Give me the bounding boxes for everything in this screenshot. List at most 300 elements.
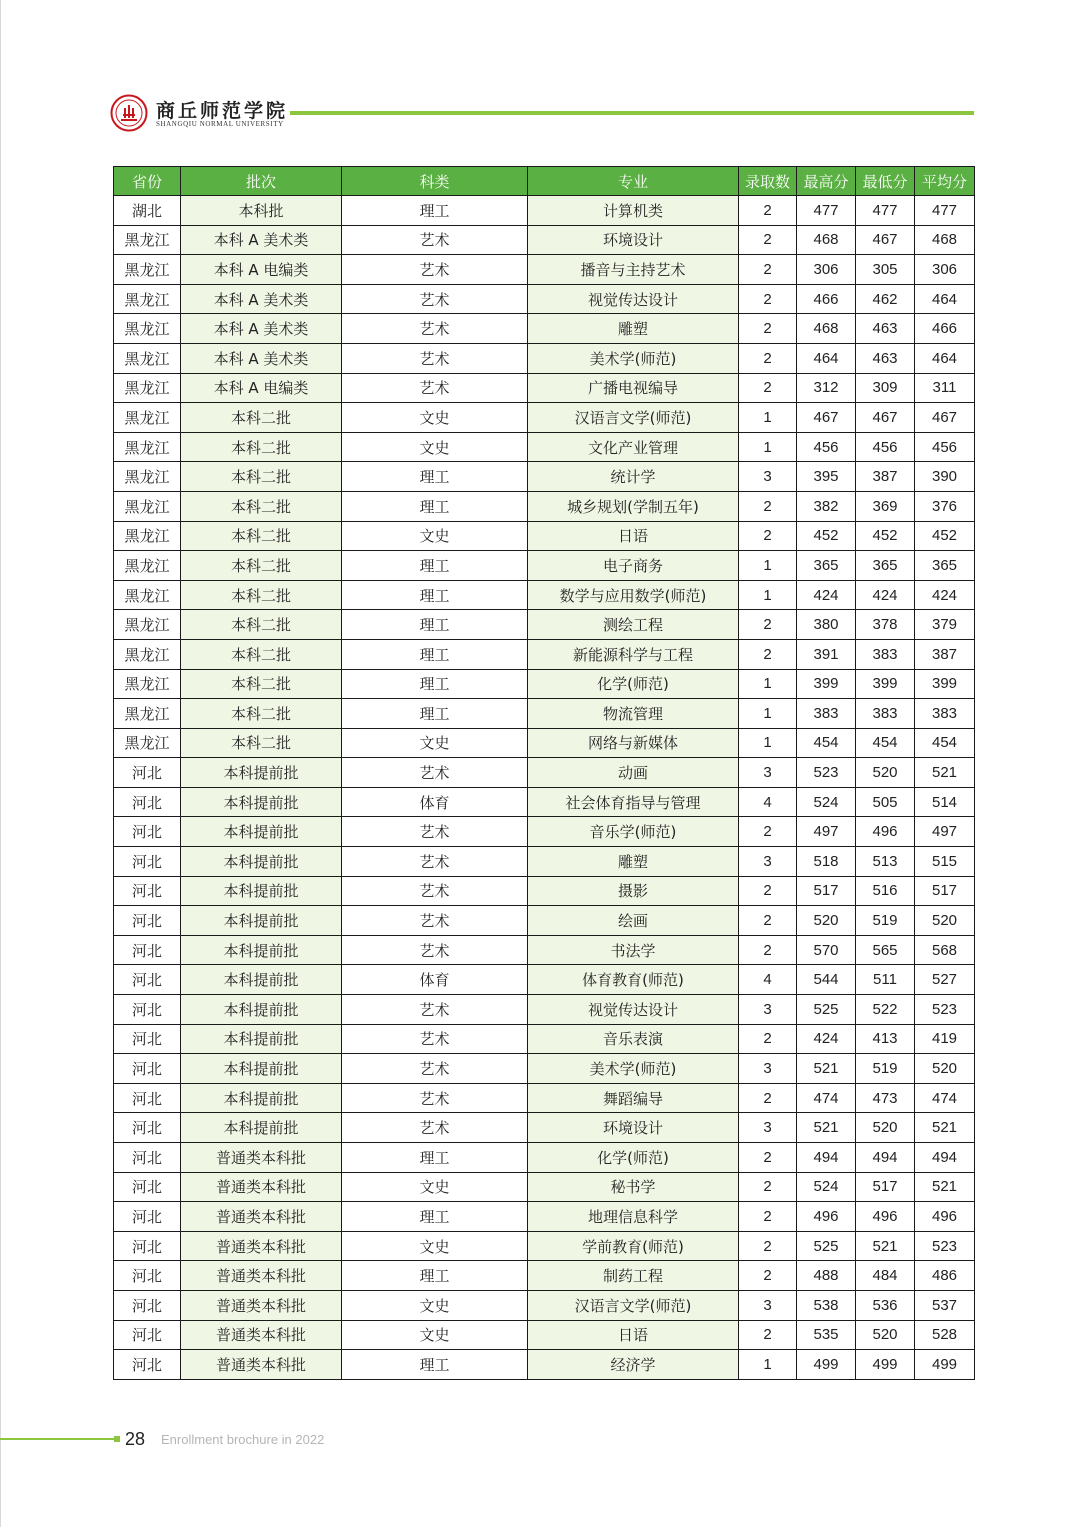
cell-province: 黑龙江 <box>114 314 181 344</box>
cell-admitted: 3 <box>739 847 797 877</box>
cell-batch: 本科二批 <box>181 403 342 433</box>
cell-admitted: 2 <box>739 343 797 373</box>
cell-province: 黑龙江 <box>114 580 181 610</box>
cell-category: 理工 <box>342 580 528 610</box>
cell-max-score: 520 <box>797 906 856 936</box>
cell-batch: 本科二批 <box>181 610 342 640</box>
cell-min-score: 365 <box>856 551 915 581</box>
cell-admitted: 4 <box>739 965 797 995</box>
cell-batch: 本科提前批 <box>181 995 342 1025</box>
cell-major: 美术学(师范) <box>528 343 739 373</box>
cell-major: 雕塑 <box>528 847 739 877</box>
cell-avg-score: 452 <box>915 521 975 551</box>
cell-major: 美术学(师范) <box>528 1054 739 1084</box>
cell-category: 理工 <box>342 1143 528 1173</box>
page-edge <box>0 0 1 1527</box>
cell-category: 艺术 <box>342 906 528 936</box>
cell-admitted: 2 <box>739 1202 797 1232</box>
cell-batch: 本科提前批 <box>181 965 342 995</box>
cell-min-score: 424 <box>856 580 915 610</box>
cell-admitted: 1 <box>739 699 797 729</box>
cell-category: 理工 <box>342 491 528 521</box>
cell-min-score: 467 <box>856 403 915 433</box>
cell-min-score: 513 <box>856 847 915 877</box>
cell-min-score: 383 <box>856 699 915 729</box>
cell-admitted: 1 <box>739 403 797 433</box>
cell-avg-score: 399 <box>915 669 975 699</box>
cell-batch: 本科提前批 <box>181 935 342 965</box>
column-header-admitted: 录取数 <box>739 167 797 196</box>
cell-batch: 本科 A 美术类 <box>181 284 342 314</box>
cell-avg-score: 515 <box>915 847 975 877</box>
column-header-major: 专业 <box>528 167 739 196</box>
cell-province: 黑龙江 <box>114 639 181 669</box>
cell-max-score: 424 <box>797 1024 856 1054</box>
cell-admitted: 1 <box>739 580 797 610</box>
cell-min-score: 383 <box>856 639 915 669</box>
cell-min-score: 467 <box>856 225 915 255</box>
cell-admitted: 2 <box>739 1261 797 1291</box>
cell-category: 艺术 <box>342 1054 528 1084</box>
cell-min-score: 484 <box>856 1261 915 1291</box>
cell-admitted: 2 <box>739 1172 797 1202</box>
cell-category: 艺术 <box>342 284 528 314</box>
cell-admitted: 3 <box>739 1290 797 1320</box>
cell-major: 秘书学 <box>528 1172 739 1202</box>
cell-batch: 本科提前批 <box>181 847 342 877</box>
cell-batch: 本科二批 <box>181 728 342 758</box>
cell-max-score: 523 <box>797 758 856 788</box>
cell-max-score: 535 <box>797 1320 856 1350</box>
cell-avg-score: 306 <box>915 255 975 285</box>
table-row <box>114 284 975 314</box>
cell-major: 学前教育(师范) <box>528 1231 739 1261</box>
cell-province: 河北 <box>114 1320 181 1350</box>
cell-major: 汉语言文学(师范) <box>528 403 739 433</box>
cell-admitted: 1 <box>739 1350 797 1380</box>
cell-category: 文史 <box>342 432 528 462</box>
cell-max-score: 524 <box>797 787 856 817</box>
cell-major: 化学(师范) <box>528 1143 739 1173</box>
cell-province: 河北 <box>114 935 181 965</box>
cell-avg-score: 365 <box>915 551 975 581</box>
cell-province: 河北 <box>114 1143 181 1173</box>
cell-avg-score: 497 <box>915 817 975 847</box>
cell-batch: 普通类本科批 <box>181 1143 342 1173</box>
cell-min-score: 456 <box>856 432 915 462</box>
cell-category: 理工 <box>342 699 528 729</box>
cell-min-score: 473 <box>856 1083 915 1113</box>
cell-province: 河北 <box>114 1202 181 1232</box>
cell-batch: 本科二批 <box>181 491 342 521</box>
cell-category: 艺术 <box>342 1113 528 1143</box>
table-row <box>114 1172 975 1202</box>
cell-major: 音乐学(师范) <box>528 817 739 847</box>
cell-province: 河北 <box>114 1261 181 1291</box>
table-row <box>114 1231 975 1261</box>
cell-category: 艺术 <box>342 1083 528 1113</box>
cell-admitted: 1 <box>739 669 797 699</box>
cell-category: 文史 <box>342 403 528 433</box>
cell-province: 河北 <box>114 1024 181 1054</box>
cell-max-score: 383 <box>797 699 856 729</box>
table-row <box>114 639 975 669</box>
cell-batch: 本科提前批 <box>181 758 342 788</box>
table-body <box>114 196 975 1380</box>
cell-province: 黑龙江 <box>114 432 181 462</box>
cell-major: 播音与主持艺术 <box>528 255 739 285</box>
cell-max-score: 380 <box>797 610 856 640</box>
cell-avg-score: 527 <box>915 965 975 995</box>
cell-batch: 本科提前批 <box>181 787 342 817</box>
table-row <box>114 1290 975 1320</box>
cell-category: 艺术 <box>342 343 528 373</box>
cell-max-score: 521 <box>797 1054 856 1084</box>
cell-max-score: 477 <box>797 196 856 226</box>
table-header-row <box>114 167 975 196</box>
cell-batch: 本科批 <box>181 196 342 226</box>
cell-major: 环境设计 <box>528 1113 739 1143</box>
footer-caption: Enrollment brochure in 2022 <box>161 1432 325 1447</box>
cell-max-score: 399 <box>797 669 856 699</box>
cell-batch: 本科 A 美术类 <box>181 225 342 255</box>
cell-major: 环境设计 <box>528 225 739 255</box>
cell-province: 黑龙江 <box>114 255 181 285</box>
cell-province: 河北 <box>114 876 181 906</box>
cell-batch: 本科提前批 <box>181 1054 342 1084</box>
cell-category: 艺术 <box>342 225 528 255</box>
cell-major: 城乡规划(学制五年) <box>528 491 739 521</box>
cell-category: 理工 <box>342 1202 528 1232</box>
cell-max-score: 517 <box>797 876 856 906</box>
cell-province: 黑龙江 <box>114 699 181 729</box>
cell-batch: 本科提前批 <box>181 876 342 906</box>
cell-avg-score: 486 <box>915 1261 975 1291</box>
table-row <box>114 728 975 758</box>
cell-min-score: 305 <box>856 255 915 285</box>
brand-name-en: SHANGQIU NORMAL UNIVERSITY <box>156 120 284 128</box>
cell-province: 黑龙江 <box>114 284 181 314</box>
brand-name-cn: 商丘师范学院 <box>156 100 289 122</box>
cell-admitted: 3 <box>739 1054 797 1084</box>
cell-max-score: 518 <box>797 847 856 877</box>
cell-province: 黑龙江 <box>114 373 181 403</box>
table-row <box>114 432 975 462</box>
cell-batch: 本科提前批 <box>181 1083 342 1113</box>
cell-province: 河北 <box>114 1083 181 1113</box>
cell-province: 黑龙江 <box>114 610 181 640</box>
cell-min-score: 519 <box>856 906 915 936</box>
cell-max-score: 525 <box>797 995 856 1025</box>
cell-max-score: 544 <box>797 965 856 995</box>
cell-avg-score: 521 <box>915 1172 975 1202</box>
cell-batch: 本科二批 <box>181 521 342 551</box>
cell-batch: 本科二批 <box>181 699 342 729</box>
column-header-batch: 批次 <box>181 167 342 196</box>
cell-category: 艺术 <box>342 758 528 788</box>
page-header <box>110 92 980 142</box>
cell-batch: 普通类本科批 <box>181 1320 342 1350</box>
cell-avg-score: 376 <box>915 491 975 521</box>
cell-max-score: 391 <box>797 639 856 669</box>
cell-max-score: 521 <box>797 1113 856 1143</box>
cell-category: 艺术 <box>342 935 528 965</box>
column-header-min-score: 最低分 <box>856 167 915 196</box>
cell-admitted: 3 <box>739 462 797 492</box>
cell-category: 理工 <box>342 462 528 492</box>
table-row <box>114 1143 975 1173</box>
cell-category: 文史 <box>342 521 528 551</box>
cell-admitted: 3 <box>739 1113 797 1143</box>
cell-max-score: 456 <box>797 432 856 462</box>
table-row <box>114 758 975 788</box>
cell-province: 黑龙江 <box>114 403 181 433</box>
cell-batch: 本科二批 <box>181 432 342 462</box>
cell-max-score: 306 <box>797 255 856 285</box>
cell-batch: 本科提前批 <box>181 1113 342 1143</box>
cell-province: 河北 <box>114 1231 181 1261</box>
cell-category: 文史 <box>342 1290 528 1320</box>
cell-category: 理工 <box>342 610 528 640</box>
cell-major: 日语 <box>528 521 739 551</box>
cell-avg-score: 523 <box>915 1231 975 1261</box>
cell-category: 文史 <box>342 1231 528 1261</box>
cell-batch: 普通类本科批 <box>181 1172 342 1202</box>
cell-max-score: 464 <box>797 343 856 373</box>
cell-major: 文化产业管理 <box>528 432 739 462</box>
cell-max-score: 525 <box>797 1231 856 1261</box>
cell-admitted: 2 <box>739 817 797 847</box>
cell-admitted: 2 <box>739 935 797 965</box>
cell-category: 理工 <box>342 1350 528 1380</box>
table-row <box>114 817 975 847</box>
cell-avg-score: 523 <box>915 995 975 1025</box>
table-row <box>114 196 975 226</box>
cell-admitted: 3 <box>739 758 797 788</box>
cell-major: 日语 <box>528 1320 739 1350</box>
cell-province: 河北 <box>114 1113 181 1143</box>
cell-admitted: 2 <box>739 373 797 403</box>
cell-major: 绘画 <box>528 906 739 936</box>
cell-province: 河北 <box>114 995 181 1025</box>
cell-category: 艺术 <box>342 847 528 877</box>
cell-min-score: 505 <box>856 787 915 817</box>
cell-min-score: 520 <box>856 1113 915 1143</box>
cell-min-score: 463 <box>856 314 915 344</box>
cell-max-score: 494 <box>797 1143 856 1173</box>
cell-batch: 本科 A 美术类 <box>181 343 342 373</box>
cell-max-score: 454 <box>797 728 856 758</box>
table-row <box>114 521 975 551</box>
cell-min-score: 522 <box>856 995 915 1025</box>
footer-marker <box>114 1436 120 1442</box>
cell-admitted: 4 <box>739 787 797 817</box>
university-seal-icon <box>110 94 148 132</box>
cell-min-score: 454 <box>856 728 915 758</box>
footer-rule <box>0 1438 116 1440</box>
cell-province: 河北 <box>114 906 181 936</box>
cell-max-score: 468 <box>797 225 856 255</box>
cell-province: 黑龙江 <box>114 669 181 699</box>
cell-min-score: 496 <box>856 817 915 847</box>
cell-batch: 普通类本科批 <box>181 1202 342 1232</box>
cell-category: 艺术 <box>342 876 528 906</box>
cell-min-score: 496 <box>856 1202 915 1232</box>
cell-province: 河北 <box>114 1350 181 1380</box>
cell-category: 理工 <box>342 639 528 669</box>
cell-min-score: 536 <box>856 1290 915 1320</box>
cell-admitted: 2 <box>739 255 797 285</box>
cell-province: 黑龙江 <box>114 551 181 581</box>
cell-major: 体育教育(师范) <box>528 965 739 995</box>
cell-province: 河北 <box>114 758 181 788</box>
cell-min-score: 520 <box>856 1320 915 1350</box>
cell-avg-score: 383 <box>915 699 975 729</box>
cell-avg-score: 521 <box>915 1113 975 1143</box>
cell-max-score: 474 <box>797 1083 856 1113</box>
cell-avg-score: 464 <box>915 284 975 314</box>
cell-max-score: 382 <box>797 491 856 521</box>
column-header-max-score: 最高分 <box>797 167 856 196</box>
table-row <box>114 462 975 492</box>
cell-max-score: 395 <box>797 462 856 492</box>
cell-major: 经济学 <box>528 1350 739 1380</box>
cell-batch: 本科二批 <box>181 580 342 610</box>
cell-category: 艺术 <box>342 1024 528 1054</box>
cell-batch: 本科二批 <box>181 551 342 581</box>
cell-max-score: 488 <box>797 1261 856 1291</box>
table-row <box>114 491 975 521</box>
cell-province: 河北 <box>114 965 181 995</box>
table-row <box>114 610 975 640</box>
cell-province: 河北 <box>114 1290 181 1320</box>
column-header-avg-score: 平均分 <box>915 167 975 196</box>
cell-major: 雕塑 <box>528 314 739 344</box>
cell-major: 测绘工程 <box>528 610 739 640</box>
cell-min-score: 565 <box>856 935 915 965</box>
cell-admitted: 2 <box>739 639 797 669</box>
cell-avg-score: 467 <box>915 403 975 433</box>
column-header-province: 省份 <box>114 167 181 196</box>
cell-batch: 本科二批 <box>181 669 342 699</box>
table-row <box>114 965 975 995</box>
cell-avg-score: 517 <box>915 876 975 906</box>
cell-category: 艺术 <box>342 255 528 285</box>
table-row <box>114 225 975 255</box>
cell-max-score: 467 <box>797 403 856 433</box>
cell-major: 摄影 <box>528 876 739 906</box>
cell-batch: 本科二批 <box>181 639 342 669</box>
cell-major: 音乐表演 <box>528 1024 739 1054</box>
cell-avg-score: 464 <box>915 343 975 373</box>
cell-min-score: 462 <box>856 284 915 314</box>
cell-province: 河北 <box>114 1172 181 1202</box>
cell-min-score: 309 <box>856 373 915 403</box>
cell-admitted: 2 <box>739 610 797 640</box>
cell-admitted: 3 <box>739 995 797 1025</box>
table-row <box>114 699 975 729</box>
cell-category: 体育 <box>342 787 528 817</box>
cell-category: 艺术 <box>342 817 528 847</box>
page-number: 28 <box>125 1429 146 1449</box>
cell-admitted: 2 <box>739 1024 797 1054</box>
cell-avg-score: 466 <box>915 314 975 344</box>
cell-category: 艺术 <box>342 995 528 1025</box>
table-row <box>114 343 975 373</box>
cell-category: 理工 <box>342 669 528 699</box>
cell-major: 化学(师范) <box>528 669 739 699</box>
cell-min-score: 369 <box>856 491 915 521</box>
cell-avg-score: 424 <box>915 580 975 610</box>
cell-category: 文史 <box>342 728 528 758</box>
cell-admitted: 1 <box>739 728 797 758</box>
cell-admitted: 2 <box>739 906 797 936</box>
cell-admitted: 1 <box>739 551 797 581</box>
cell-admitted: 2 <box>739 876 797 906</box>
cell-major: 地理信息科学 <box>528 1202 739 1232</box>
cell-admitted: 2 <box>739 196 797 226</box>
cell-province: 黑龙江 <box>114 462 181 492</box>
cell-min-score: 413 <box>856 1024 915 1054</box>
cell-province: 河北 <box>114 1054 181 1084</box>
cell-max-score: 570 <box>797 935 856 965</box>
cell-province: 湖北 <box>114 196 181 226</box>
cell-max-score: 466 <box>797 284 856 314</box>
cell-batch: 本科提前批 <box>181 906 342 936</box>
cell-avg-score: 379 <box>915 610 975 640</box>
table-row <box>114 787 975 817</box>
table-row <box>114 314 975 344</box>
cell-major: 统计学 <box>528 462 739 492</box>
cell-avg-score: 454 <box>915 728 975 758</box>
cell-min-score: 521 <box>856 1231 915 1261</box>
cell-avg-score: 568 <box>915 935 975 965</box>
cell-major: 电子商务 <box>528 551 739 581</box>
cell-max-score: 312 <box>797 373 856 403</box>
cell-category: 理工 <box>342 1261 528 1291</box>
cell-category: 艺术 <box>342 314 528 344</box>
table-row <box>114 580 975 610</box>
table-row <box>114 1054 975 1084</box>
cell-batch: 本科 A 美术类 <box>181 314 342 344</box>
cell-avg-score: 521 <box>915 758 975 788</box>
cell-batch: 本科二批 <box>181 462 342 492</box>
cell-province: 黑龙江 <box>114 343 181 373</box>
cell-admitted: 2 <box>739 1083 797 1113</box>
admission-score-table <box>113 166 975 1380</box>
cell-major: 广播电视编导 <box>528 373 739 403</box>
cell-max-score: 496 <box>797 1202 856 1232</box>
cell-min-score: 452 <box>856 521 915 551</box>
cell-min-score: 387 <box>856 462 915 492</box>
cell-province: 黑龙江 <box>114 728 181 758</box>
cell-major: 数学与应用数学(师范) <box>528 580 739 610</box>
table-row <box>114 876 975 906</box>
cell-min-score: 463 <box>856 343 915 373</box>
cell-admitted: 2 <box>739 1320 797 1350</box>
cell-province: 河北 <box>114 847 181 877</box>
cell-min-score: 519 <box>856 1054 915 1084</box>
cell-major: 物流管理 <box>528 699 739 729</box>
cell-province: 河北 <box>114 787 181 817</box>
table-row <box>114 255 975 285</box>
cell-avg-score: 456 <box>915 432 975 462</box>
cell-max-score: 468 <box>797 314 856 344</box>
cell-avg-score: 520 <box>915 906 975 936</box>
table-row <box>114 403 975 433</box>
cell-min-score: 494 <box>856 1143 915 1173</box>
header-rule <box>290 111 974 115</box>
